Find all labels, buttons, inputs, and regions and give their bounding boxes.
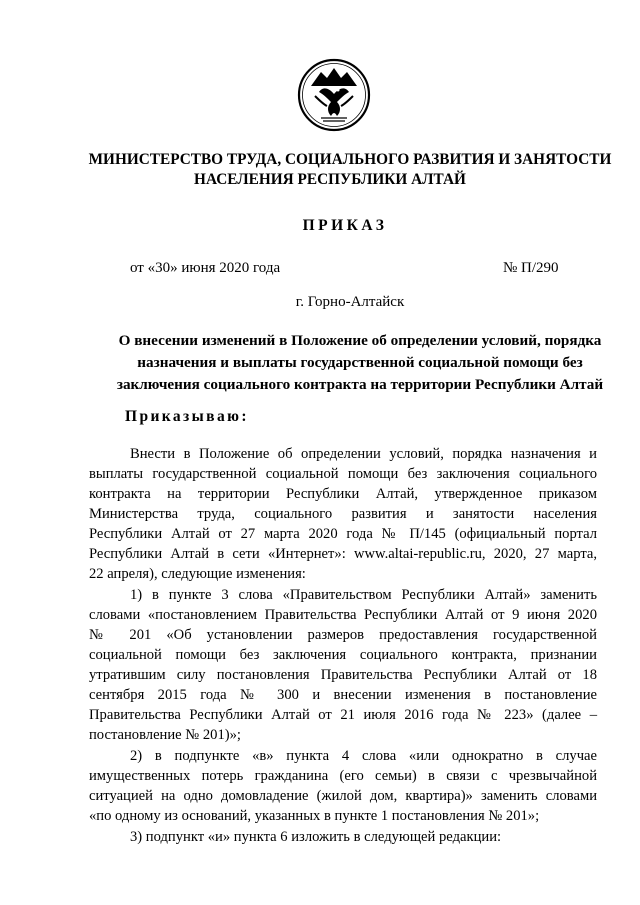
body-line: словами «постановлением Правительства Республики Алтай от 9 июня 2020 [89,607,597,623]
body-line: Внести в Положение об определении условий, порядка назначения и [130,446,597,462]
body-line: постановление № 201)»; [89,727,241,743]
issue-city: г. Горно-Алтайск [295,294,405,310]
body-line: контракта на территории Республики Алтай, утвержденное приказом [89,486,597,502]
decree-word: Приказываю: [125,408,249,425]
body-line: Республики Алтай в сети «Интернет»: www.altai-republic.ru, 2020, 27 марта, [89,546,597,562]
body-line: имущественных потерь гражданина (его семьи) в связи с чрезвычайной [89,768,597,784]
body-line: выплаты государственной социальной помощи без заключения социального [89,466,597,482]
body-line: сентября 2015 года № 300 и внесении изменения в постановление [89,687,597,703]
body-line: утратившим силу постановления Правительства Республики Алтай от 18 [89,667,597,683]
body-line: № 201 «Об установлении размеров предоставления государственной [89,627,597,643]
body-line: социальной помощи без заключения социального контракта, признании [89,647,597,663]
body-line: ситуацией на одно домовладение (жилой дом, квартира)» заменить словами [89,788,597,804]
document-type-title: ПРИКАЗ [302,217,388,234]
ministry-name-line2: НАСЕЛЕНИЯ РЕСПУБЛИКИ АЛТАЙ [194,171,466,188]
order-number: № П/290 [503,260,559,276]
subject-line-3: заключения социального контракта на территории Республики Алтай [116,376,604,393]
body-line: Правительства Республики Алтай от 21 июля 2016 года № 223» (далее – [89,707,597,723]
subject-line-2: назначения и выплаты государственной социальной помощи без [137,354,583,371]
order-date: от «30» июня 2020 года [130,260,281,276]
body-line: 3) подпункт «и» пункта 6 изложить в следующей редакции: [130,829,502,845]
body-line: Министерства труда, социального развития и занятости населения [89,506,597,522]
ministry-name-line1: МИНИСТЕРСТВО ТРУДА, СОЦИАЛЬНОГО РАЗВИТИЯ И ЗАНЯТОСТИ [88,151,612,168]
body-line: «по одному из оснований, указанных в пункте 1 постановления № 201»; [89,808,540,824]
altai-coat-of-arms-emblem [297,56,371,134]
body-line: 2) в подпункте «в» пункта 4 слова «или однократно в случае [130,748,597,764]
body-line: 22 апреля), следующие изменения: [89,566,306,582]
body-line: Республики Алтай от 27 марта 2020 года № П/145 (официальный портал [89,526,597,542]
subject-line-1: О внесении изменений в Положение об определении условий, порядка [118,332,602,349]
body-line: 1) в пункте 3 слова «Правительством Республики Алтай» заменить [130,587,597,603]
